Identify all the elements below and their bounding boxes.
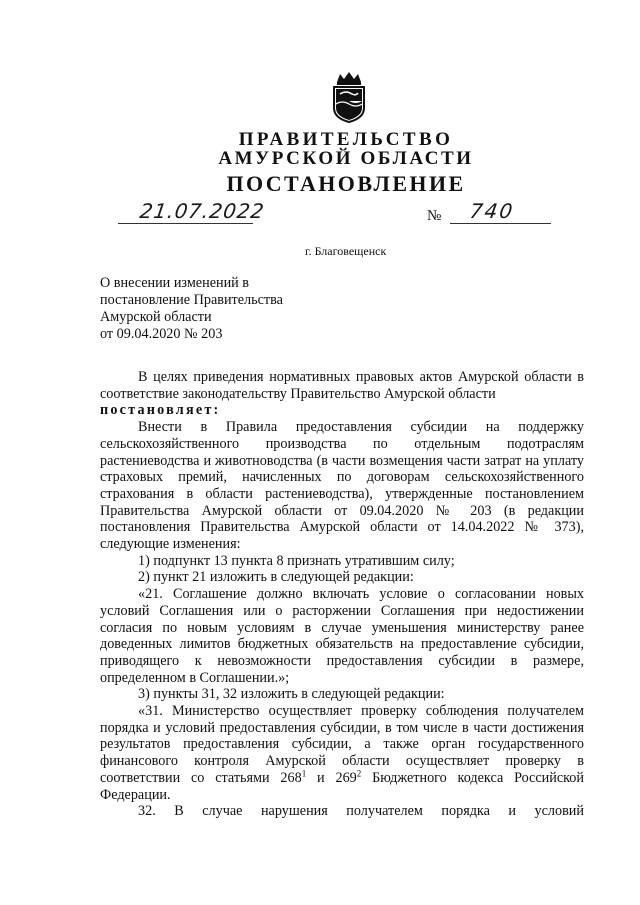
superscript: 1: [301, 768, 307, 779]
subject-line: Амурской области: [100, 309, 212, 325]
org-name-line1: ПРАВИТЕЛЬСТВО: [238, 129, 454, 150]
org-name-line2: АМУРСКОЙ ОБЛАСТИ: [218, 148, 474, 169]
clause-31-text-b: и 269: [306, 769, 357, 786]
clause-31-text-c: Бюджетного кодекса Российской Федерации.: [100, 769, 584, 803]
list-item: 2) пункт 21 изложить в следующей редакции:: [138, 569, 414, 586]
subject-line: постановление Правительства: [100, 292, 283, 308]
document-date: 21.07.2022: [138, 199, 267, 223]
amendment-paragraph: Внести в Правила предоставления субсидии на поддержку сельскохозяйственного производства по отдельным подотраслям растениеводства и животноводства (в части возмещения части затрат на уплату страховых премий, начисленных по договорам сельскохозяйственного страхования в области растениеводства), утвержденные постановлением Правительства Амурской области от 09.04.2020 № 203 (в редакции постановления Правительства Амурской области от 14.04.2022 № 373), следующие изменения:: [100, 419, 584, 553]
document-type: ПОСТАНОВЛЕНИЕ: [226, 171, 466, 196]
superscript: 2: [356, 768, 362, 779]
subject-line: от 09.04.2020 № 203: [100, 326, 223, 342]
document-subject: [100, 275, 283, 343]
number-underline: [450, 223, 551, 224]
number-sign: №: [427, 208, 442, 224]
city-name: г. Благовещенск: [305, 244, 387, 258]
quoted-clause-21: «21. Соглашение должно включать условие о согласовании новых условий Соглашения или о расторжении Соглашения при недостижении согласия по новым условиям в случае уменьшения министерству ранее доведенных лимитов бюджетных обязательств на предоставление субсидии, приводящего к невозможности предоставления субсидии в размере, определенном в Соглашении.»;: [100, 586, 584, 686]
quoted-clause-31: [100, 703, 584, 803]
date-underline: [118, 223, 253, 224]
quoted-clause-32: 32. В случае нарушения получателем порядка и условий: [138, 803, 584, 820]
decree-word: постановляет:: [100, 402, 221, 419]
document-number: 740: [468, 199, 516, 223]
document-body: [100, 369, 584, 820]
list-item: 3) пункты 31, 32 изложить в следующей редакции:: [138, 686, 445, 703]
clause-31-text-a: «31. Министерство осуществляет проверку соблюдения получателем порядка и условий предоставления субсидии, в том числе в части достижения результатов предоставления субсидии, а также орган государственного финансового контроля Амурской области осуществляет проверку в соответствии со статьями 268: [100, 703, 584, 786]
amur-region-coat-of-arms-icon: [328, 70, 370, 124]
list-item: 1) подпункт 13 пункта 8 признать утратившим силу;: [138, 552, 455, 569]
intro-paragraph: В целях приведения нормативных правовых актов Амурской области в соответствие законодательству Правительство Амурской области: [100, 369, 584, 402]
subject-line: О внесении изменений в: [100, 275, 250, 291]
